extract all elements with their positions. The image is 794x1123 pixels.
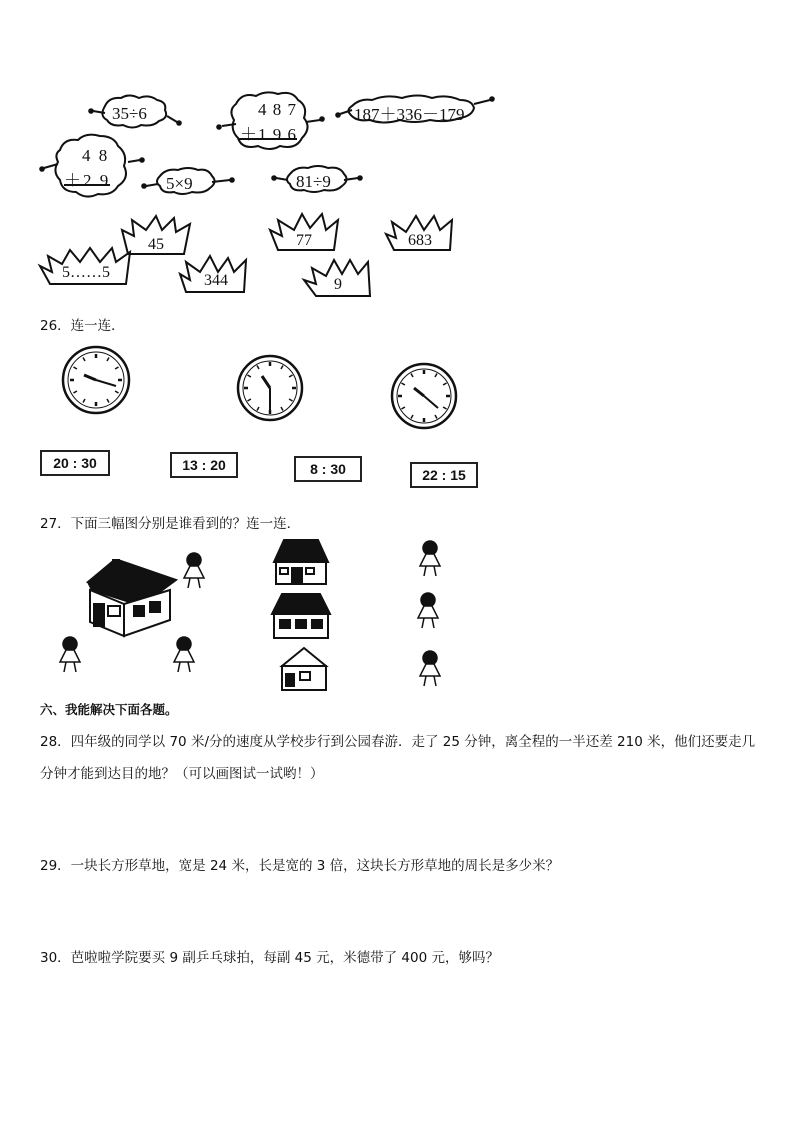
time-box-2[interactable]: 13 : 20 bbox=[170, 452, 238, 478]
answer-9: 9 bbox=[334, 276, 342, 293]
answer-5r5: 5……5 bbox=[62, 264, 110, 281]
q28-line2: 分钟才能到达目的地？（可以画图试一试哟！） bbox=[40, 766, 324, 782]
house-front-view-icon bbox=[274, 540, 328, 584]
expr-35-div-6: 35÷6 bbox=[112, 104, 147, 123]
expr-81-div-9: 81÷9 bbox=[296, 172, 331, 191]
vert-add-2-top: 4 8 bbox=[82, 146, 110, 165]
time-box-3[interactable]: 8 : 30 bbox=[294, 456, 362, 482]
time-box-1[interactable]: 20 : 30 bbox=[40, 450, 110, 476]
time-box-4[interactable]: 22 : 15 bbox=[410, 462, 478, 488]
vert-add-1-top: 4 8 7 bbox=[258, 100, 297, 119]
q28-line1: 28．四年级的同学以 70 米/分的速度从学校步行到公园春游．走了 25 分钟，离全程的一半还差 210 米，他们还要走几 bbox=[40, 734, 756, 750]
house-gable-view-icon bbox=[282, 648, 326, 690]
q29-text: 29．一块长方形草地，宽是 24 米，长是宽的 3 倍，这块长方形草地的周长是多少米？ bbox=[40, 858, 560, 874]
house-side-view-icon bbox=[272, 594, 330, 638]
q30-text: 30．芭啦啦学院要买 9 副乒乓球拍，每副 45 元，米德带了 400 元，够吗？ bbox=[40, 950, 499, 966]
expr-mixed: 187＋336－179 bbox=[354, 105, 465, 124]
big-house-icon bbox=[88, 560, 176, 636]
q26-label: 26．连一连． bbox=[40, 318, 125, 334]
answer-683: 683 bbox=[408, 232, 432, 249]
answer-45: 45 bbox=[148, 236, 164, 253]
q27-label: 27．下面三幅图分别是谁看到的？连一连． bbox=[40, 516, 301, 532]
vert-add-1-bottom: ＋1 9 6 bbox=[240, 125, 297, 144]
vert-add-2-bottom: ＋2 9 bbox=[64, 171, 111, 190]
expr-5x9: 5×9 bbox=[166, 174, 193, 193]
answer-77: 77 bbox=[296, 232, 312, 249]
answer-344: 344 bbox=[204, 272, 228, 289]
section-6-title: 六、我能解决下面各题。 bbox=[40, 702, 178, 717]
